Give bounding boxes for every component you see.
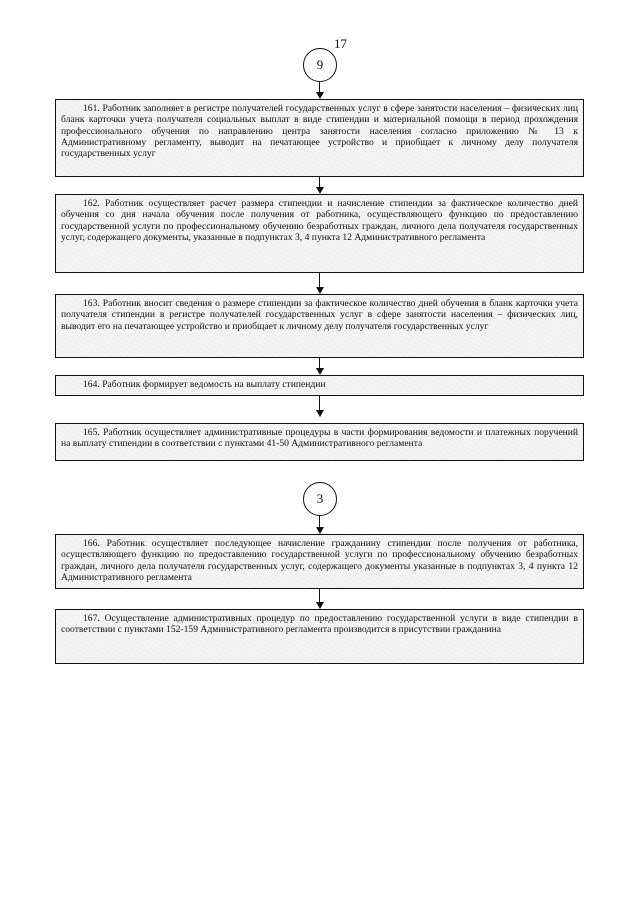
page-number: 17 (334, 36, 347, 51)
flow-line (319, 273, 320, 288)
flow-arrow (316, 287, 324, 294)
step-box-165 (55, 423, 584, 461)
flow-arrow (316, 527, 324, 534)
flow-arrow (316, 368, 324, 375)
step-text-165: 165. Работник осуществляет административные процедуры в части формирования ведомости и платежных поручений на выплату стипендии в соответствии с пунктами 41-50 Административного регламента (61, 427, 578, 450)
step-box-161 (55, 99, 584, 177)
step-text-164: 164. Работник формирует ведомость на выплату стипендии (83, 379, 326, 390)
step-text-167: 167. Осуществление административных процедур по предоставлению государственной услуги в виде стипендии в соответствии с пунктами 152-159 Административного регламента производится в присутствии гражданина (61, 613, 578, 636)
step-text-163: 163. Работник вносит сведения о размере стипендии за фактическое количество дней обучения в бланк карточки учета получателя стипендии в регистре получателей государственных услуг в сфере занятости населения – физических лиц, выводит его на печатающее устройство и приобщает к личному делу получателя государственных услуг (61, 298, 578, 332)
connector-middle-label: 3 (316, 491, 324, 506)
step-box-166 (55, 534, 584, 589)
flow-line (319, 396, 320, 411)
step-box-163 (55, 294, 584, 358)
step-text-161: 161. Работник заполняет в регистре получателей государственных услуг в сфере занятости населения – физических лиц бланк карточки учета получателя социальных выплат в виде стипендии и материальной помощи в период прохождения профессионального обучения по направлению центра занятости населения согласно приложению № 13 к Административному регламенту, выводит на печатающее устройство и приобщает к личному делу получателя государственных услуг (61, 103, 578, 160)
flow-arrow (316, 187, 324, 194)
flow-arrow (316, 92, 324, 99)
connector-circle-middle (303, 482, 337, 516)
flow-arrow (316, 410, 324, 417)
step-box-167 (55, 609, 584, 664)
flow-line (319, 589, 320, 603)
connector-circle-top (303, 48, 337, 82)
step-text-166: 166. Работник осуществляет последующее начисление гражданину стипендии после получения от работника, осуществляющего функцию по предоставлению государственной услуги по профессиональному обучению безработных граждан, личного дела получателя государственных услуг, содержащего документы указанные в подпунктах 3, 4 пункта 12 Административного регламента (61, 538, 578, 583)
flow-arrow (316, 602, 324, 609)
step-box-162 (55, 194, 584, 273)
step-text-162: 162. Работник осуществляет расчет размера стипендии и начисление стипендии за фактическое количество дней обучения со дня начала обучения после получения от работника, осуществляющего функцию по предоставлению государственной услуги по профессиональному обучению безработных граждан, личного дела получателя государственных услуг, содержащего документы, указанные в подпунктах 3, 4 пункта 12 Административного регламента (61, 198, 578, 243)
connector-top-label: 9 (316, 57, 324, 72)
step-box-164 (55, 375, 584, 396)
